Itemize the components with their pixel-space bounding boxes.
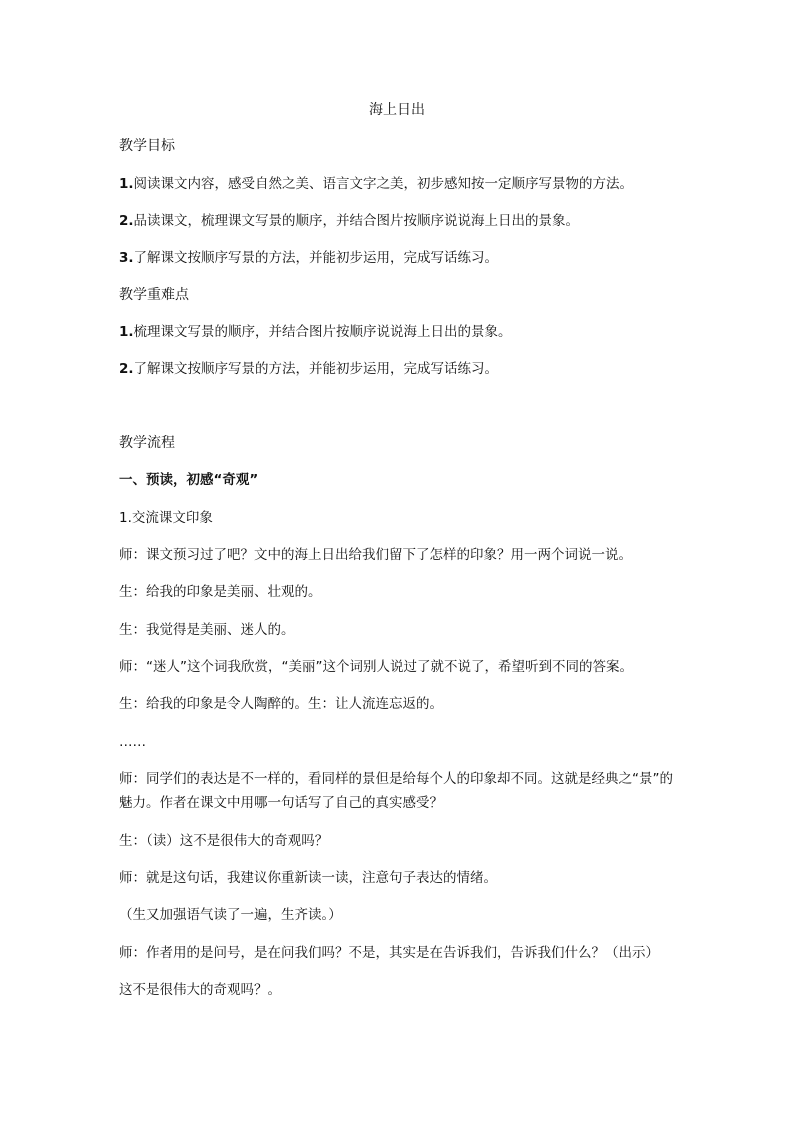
difficulty-item-1 (119, 322, 679, 342)
difficulty-item-2 (119, 359, 679, 379)
goal-item-3 (119, 248, 679, 268)
dialogue-paragraph: 师：同学们的表达是不一样的，看同样的景但是给每个人的印象却不同。这就是经典之“景”的魅力。作者在课文中用哪一句话写了自己的真实感受？ (119, 771, 673, 811)
dialogue-line: 师：“迷人”这个词我欣赏，“美丽”这个词别人说过了就不说了，希望听到不同的答案。 (119, 659, 633, 675)
goal-item-2 (119, 211, 679, 231)
goals-heading: 教学目标 (119, 138, 175, 154)
goal-text: 品读课文，梳理课文写景的顺序，并结合图片按顺序说说海上日出的景象。 (133, 213, 580, 229)
section-one-heading: 一、预读，初感“奇观” (119, 472, 259, 488)
document-title: 海上日出 (369, 102, 425, 118)
difficulty-text: 了解课文按顺序写景的方法，并能初步运用，完成写话练习。 (133, 361, 499, 377)
goal-text: 阅读课文内容，感受自然之美、语言文字之美，初步感知按一定顺序写景物的方法。 (133, 176, 634, 192)
dialogue-line: 师：就是这句话，我建议你重新读一读，注意句子表达的情绪。 (119, 870, 497, 886)
dialogue-line: 这不是很伟大的奇观吗？。 (119, 982, 281, 998)
dialogue-line: 师：作者用的是问号，是在问我们吗？不是，其实是在告诉我们，告诉我们什么？（出示） (119, 945, 659, 961)
dialogue-line: 生：给我的印象是美丽、壮观的。 (119, 584, 322, 600)
dialogue-line: 生：给我的印象是令人陶醉的。生：让人流连忘返的。 (119, 696, 443, 712)
goal-number: 3. (119, 250, 134, 266)
difficulty-number: 2. (119, 361, 134, 377)
goal-item-1 (119, 174, 679, 194)
process-heading: 教学流程 (119, 435, 175, 451)
dialogue-line: （生又加强语气读了一遍，生齐读。） (119, 907, 342, 923)
difficulty-heading: 教学重难点 (119, 287, 189, 303)
dialogue-line: 师：课文预习过了吧？文中的海上日出给我们留下了怎样的印象？用一两个词说一说。 (119, 547, 632, 563)
goal-number: 1. (119, 176, 134, 192)
goal-number: 2. (119, 213, 134, 229)
dialogue-line: 生：（读）这不是很伟大的奇观吗？ (119, 833, 329, 849)
ellipsis-line: …… (119, 734, 146, 750)
dialogue-line: 生：我觉得是美丽、迷人的。 (119, 622, 295, 638)
goal-text: 了解课文按顺序写景的方法，并能初步运用，完成写话练习。 (133, 250, 499, 266)
difficulty-text: 梳理课文写景的顺序，并结合图片按顺序说说海上日出的景象。 (133, 324, 512, 340)
difficulty-number: 1. (119, 324, 134, 340)
subsection-one-heading: 1.交流课文印象 (119, 510, 213, 526)
